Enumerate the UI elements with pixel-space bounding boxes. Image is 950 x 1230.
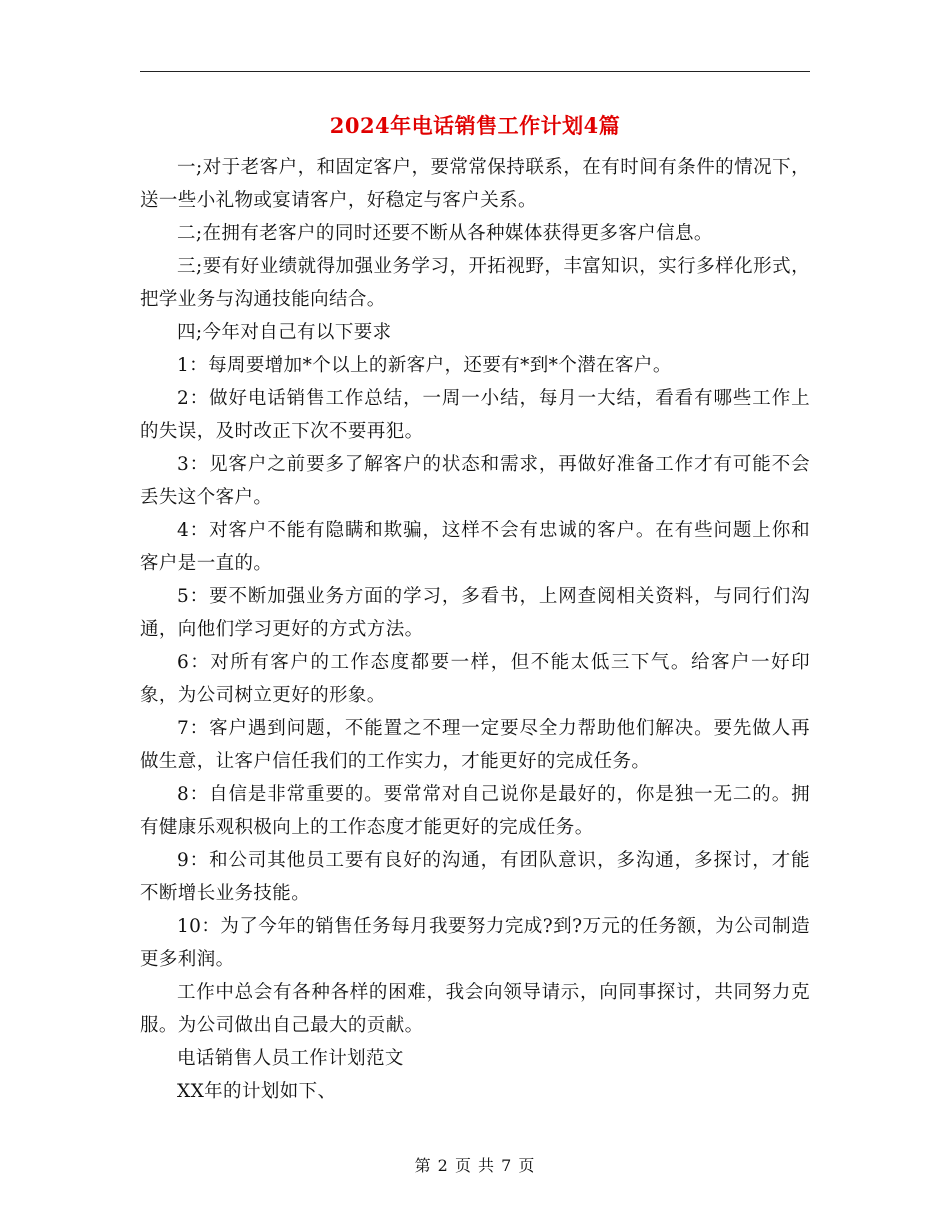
paragraph: 电话销售人员工作计划范文: [177, 1048, 404, 1069]
paragraph: 三;要有好业绩就得加强业务学习，开拓视野，丰富知识，实行多样化形式，把学业务与沟通技能向结合。: [140, 256, 810, 310]
paragraph: 4：对客户不能有隐瞒和欺骗，这样不会有忠诚的客户。在有些问题上你和客户是一直的。: [140, 520, 810, 574]
paragraph: 二;在拥有老客户的同时还要不断从各种媒体获得更多客户信息。: [177, 223, 713, 244]
paragraph: 3：见客户之前要多了解客户的状态和需求，再做好准备工作才有可能不会丢失这个客户。: [140, 454, 810, 508]
paragraph: 10：为了今年的销售任务每月我要努力完成?到?万元的任务额，为公司制造更多利润。: [140, 916, 810, 970]
paragraph: 8：自信是非常重要的。要常常对自己说你是最好的，你是独一无二的。拥有健康乐观积极向上的工作态度才能更好的完成任务。: [140, 784, 810, 838]
page-number: 第 2 页 共 7 页: [414, 1156, 536, 1175]
paragraph: 7：客户遇到问题，不能置之不理一定要尽全力帮助他们解决。要先做人再做生意，让客户信任我们的工作实力，才能更好的完成任务。: [140, 718, 810, 772]
paragraph: 6：对所有客户的工作态度都要一样，但不能太低三下气。给客户一好印象，为公司树立更好的形象。: [140, 652, 810, 706]
paragraph: XX年的计划如下、: [177, 1081, 337, 1102]
paragraph: 四;今年对自己有以下要求: [177, 322, 392, 343]
document-body: [140, 151, 810, 1108]
paragraph: 9：和公司其他员工要有良好的沟通，有团队意识，多沟通，多探讨，才能不断增长业务技能。: [140, 850, 810, 904]
paragraph: 2：做好电话销售工作总结，一周一小结，每月一大结，看看有哪些工作上的失误，及时改正下次不要再犯。: [140, 388, 810, 442]
paragraph: 一;对于老客户，和固定客户，要常常保持联系，在有时间有条件的情况下，送一些小礼物或宴请客户，好稳定与客户关系。: [140, 157, 810, 211]
paragraph: 1：每周要增加*个以上的新客户，还要有*到*个潜在客户。: [177, 355, 672, 376]
paragraph: 5：要不断加强业务方面的学习，多看书，上网查阅相关资料，与同行们沟通，向他们学习更好的方式方法。: [140, 586, 810, 640]
header-rule: [140, 71, 810, 72]
paragraph: 工作中总会有各种各样的困难，我会向领导请示，向同事探讨，共同努力克服。为公司做出自己最大的贡献。: [140, 982, 810, 1036]
document-title: 2024年电话销售工作计划4篇: [329, 113, 621, 138]
